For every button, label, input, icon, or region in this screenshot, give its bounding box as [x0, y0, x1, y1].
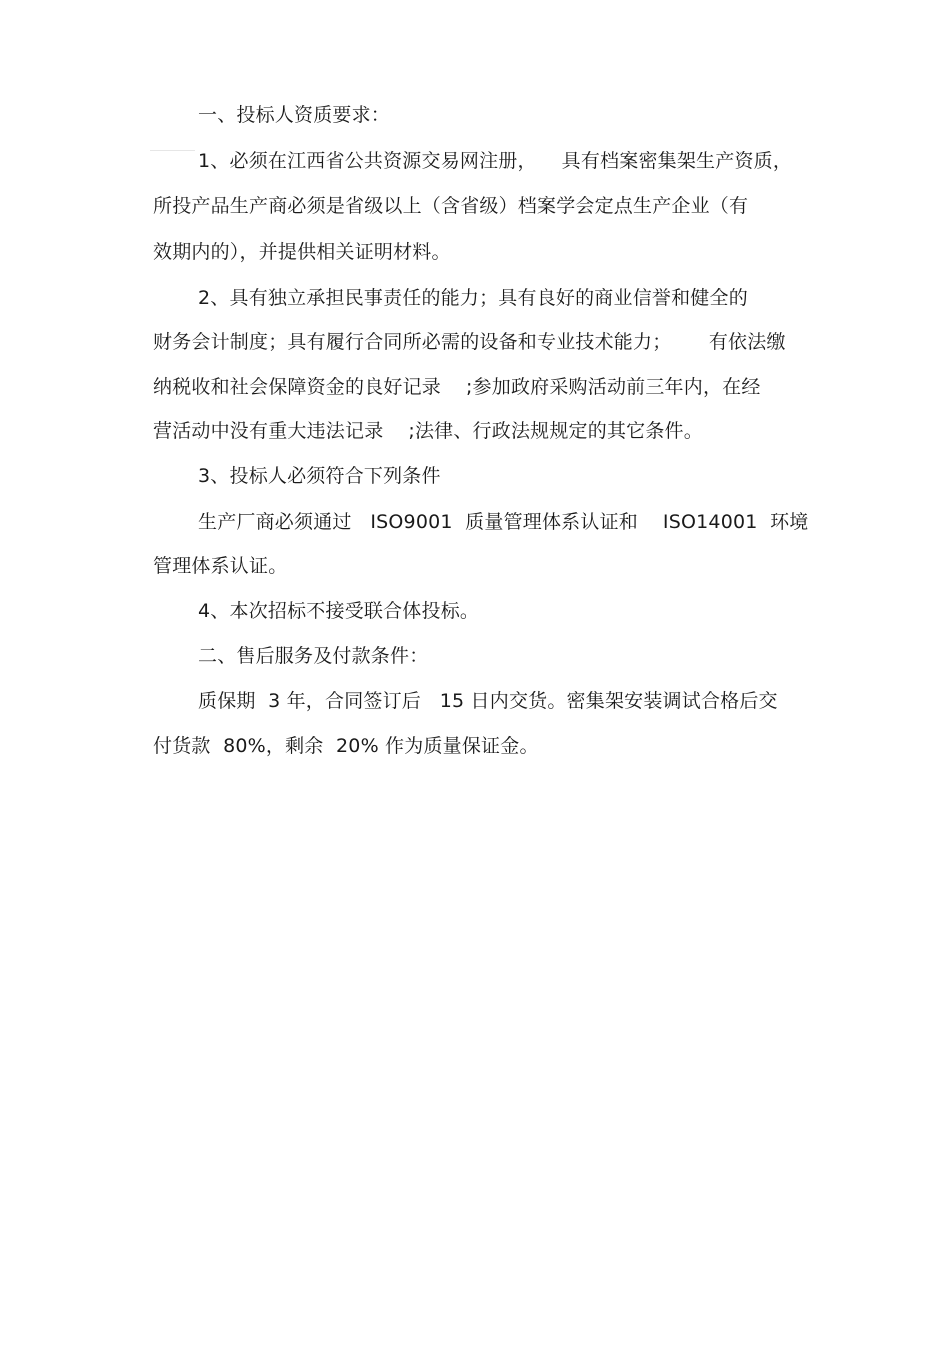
divider — [150, 150, 195, 151]
paragraph-line: 营活动中没有重大违法记录 ;法律、行政法规规定的其它条件。 — [153, 420, 703, 442]
paragraph-line: 2、具有独立承担民事责任的能力；具有良好的商业信誉和健全的 — [198, 287, 748, 309]
paragraph-line: 生产厂商必须通过 ISO9001 质量管理体系认证和 ISO14001 环境 — [198, 511, 809, 533]
paragraph-line: 所投产品生产商必须是省级以上（含省级）档案学会定点生产企业（有 — [153, 195, 749, 217]
paragraph-line: 管理体系认证。 — [153, 555, 288, 577]
paragraph-line: 效期内的），并提供相关证明材料。 — [153, 241, 451, 263]
paragraph-line: 4、本次招标不接受联合体投标。 — [198, 600, 480, 622]
paragraph-line: 质保期 3 年，合同签订后 15 日内交货。密集架安装调试合格后交 — [198, 690, 778, 712]
section-heading-after-sales: 二、售后服务及付款条件： — [198, 645, 429, 667]
paragraph-line: 3、投标人必须符合下列条件 — [198, 465, 441, 487]
paragraph-line: 财务会计制度；具有履行合同所必需的设备和专业技术能力； 有依法缴 — [153, 331, 786, 353]
section-heading-qualification: 一、投标人资质要求： — [198, 104, 391, 126]
paragraph-line: 纳税收和社会保障资金的良好记录 ;参加政府采购活动前三年内，在经 — [153, 376, 761, 398]
paragraph-line: 1、必须在江西省公共资源交易网注册， 具有档案密集架生产资质， — [198, 150, 793, 172]
paragraph-line: 付货款 80%，剩余 20% 作为质量保证金。 — [153, 735, 539, 757]
